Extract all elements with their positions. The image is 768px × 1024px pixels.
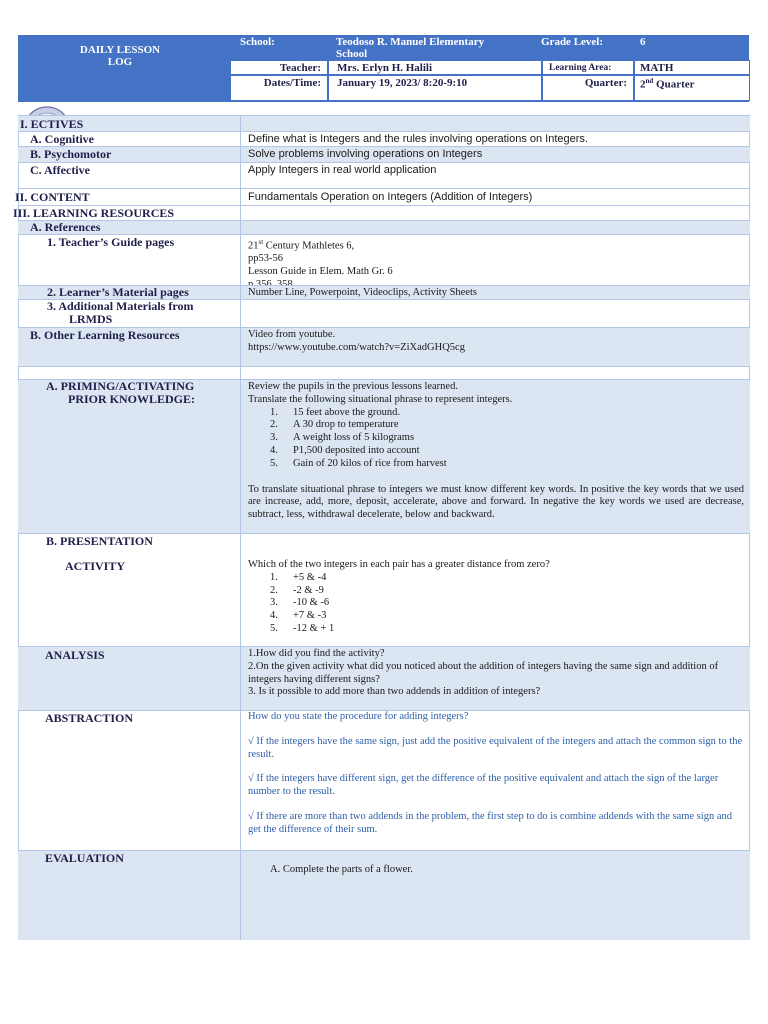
presentation-row xyxy=(18,533,750,646)
priming-content: Review the pupils in the previous lessons learned. Translate the following situational phrase to represent integers. 1. 15 feet above the ground. 2. A 30 drop to temperature 3. A weight loss of 5 kilograms 4. P1,500 deposited into account 5. Gain of 20 kilos of rice from harvest To translate situational phrase to integers we must know different key words. In positive the key words that we used are increase, add, more, deposit, accelerate, above and forward. In negative the key words we used are decrease, subtract, less, withdrawal decelerate, below and backward. xyxy=(248,381,744,521)
additional-materials-row xyxy=(18,299,750,327)
list-item: 3. A weight loss of 5 kilograms xyxy=(270,432,415,444)
priming-row xyxy=(18,379,750,533)
cognitive-label: A. Cognitive xyxy=(30,132,94,146)
evaluation-item: A. Complete the parts of a flower. xyxy=(270,864,413,875)
teacher-value: Mrs. Erlyn H. Halili xyxy=(337,62,433,74)
page-title: DAILY LESSON LOG xyxy=(79,44,161,68)
teacher-value-cell xyxy=(328,60,542,75)
references-row xyxy=(18,220,750,234)
school-value: Teodoso R. Manuel Elementary School xyxy=(336,36,485,60)
references-label: A. References xyxy=(30,220,101,234)
cognitive-value: Define what is Integers and the rules involving operations on Integers. xyxy=(248,133,588,145)
learning-resources-row xyxy=(13,205,750,220)
presentation-content: Which of the two integers in each pair has a greater distance from zero? 1. +5 & -4 2. -2 & -9 3. -10 & -6 4. +7 & -3 5. -12 & + 1 xyxy=(248,559,744,636)
dates-label: Dates/Time: xyxy=(263,77,321,89)
quarter-label: Quarter: xyxy=(584,77,627,89)
activity-label: ACTIVITY xyxy=(65,559,126,573)
learning-area-value: MATH xyxy=(640,62,674,74)
list-item: 2. A 30 drop to temperature xyxy=(270,419,399,431)
teacher-label: Teacher: xyxy=(279,62,321,74)
dates-value-cell xyxy=(328,75,542,101)
learners-material-row xyxy=(18,285,750,299)
other-resources-label: B. Other Learning Resources xyxy=(30,328,180,342)
list-item: 4. +7 & -3 xyxy=(270,610,327,622)
presentation-list xyxy=(248,572,744,636)
affective-value: Apply Integers in real world application xyxy=(248,164,437,176)
analysis-row xyxy=(18,646,750,710)
psychomotor-value: Solve problems involving operations on Integers xyxy=(248,148,483,160)
abstraction-row xyxy=(18,710,750,850)
other-resources-value: Video from youtube. https://www.youtube.com/watch?v=ZiXadGHQ5cg xyxy=(248,329,465,353)
teachers-guide-label: 1. Teacher’s Guide pages xyxy=(47,235,175,249)
learning-area-label-cell xyxy=(542,60,634,75)
learning-area-label: Learning Area: xyxy=(549,63,612,73)
list-item: 4. P1,500 deposited into account xyxy=(270,444,420,456)
list-item: 3. -10 & -6 xyxy=(270,597,330,609)
dates-label-cell xyxy=(230,75,328,101)
quarter-value: 2nd Quarter xyxy=(640,77,695,91)
teachers-guide-value: 21st Century Mathletes 6, pp53-56 Lesson Guide in Elem. Math Gr. 6 xyxy=(248,238,393,278)
content-row xyxy=(15,188,750,205)
analysis-content: 1.How did you find the activity? 2.On the given activity what did you noticed about the addition of integers having the same sign and addition of integers having different signs? 3. Is it possible to add more than two addends in addition of integers? xyxy=(248,648,719,698)
other-resources-row xyxy=(18,327,750,366)
grade-level-value: 6 xyxy=(640,36,646,48)
learning-resources-heading: III. LEARNING RESOURCES xyxy=(13,206,175,220)
evaluation-row xyxy=(18,850,750,940)
content-value: Fundamentals Operation on Integers (Addition of Integers) xyxy=(248,191,533,203)
list-item: 1. 15 feet above the ground. xyxy=(270,406,401,418)
learning-area-value-cell xyxy=(634,60,750,75)
affective-label: C. Affective xyxy=(30,163,90,177)
objectives-heading: I. ECTIVES xyxy=(20,117,84,131)
list-item: 2. -2 & -9 xyxy=(270,584,324,596)
teachers-guide-row xyxy=(18,234,750,285)
analysis-label: ANALYSIS xyxy=(45,648,105,662)
presentation-label: B. PRESENTATION xyxy=(46,534,153,548)
abstraction-content: How do you state the procedure for adding integers? √ If the integers have the same sign, just add the positive equivalent of the integers and attach the common sign to the result. √ If the integers have different sign, get the difference of the positive equivalent and attach the sign of the larger number to the result. √ If there are more than two addends in the problem, the first step to do is combine addends with the same sign and get the difference of their sum. xyxy=(248,711,743,835)
list-item: 1. +5 & -4 xyxy=(270,571,327,583)
priming-paragraph: To translate situational phrase to integers we must know different key words. In positive the key words that we used are increase, add, more, deposit, accelerate, above and forward. In negative the key words we used are decrease, subtract, less, withdrawal decelerate, below and backward. xyxy=(248,483,744,521)
quarter-value-cell xyxy=(634,75,750,101)
learners-material-label: 2. Learner’s Material pages xyxy=(47,285,189,299)
learners-material-value: Number Line, Powerpoint, Videoclips, Activity Sheets xyxy=(248,287,477,298)
school-label: School: xyxy=(240,36,275,48)
content-heading: II. CONTENT xyxy=(15,190,90,204)
objectives-row xyxy=(18,115,750,131)
quarter-label-cell xyxy=(542,75,634,101)
psychomotor-row xyxy=(18,146,750,162)
cognitive-row xyxy=(18,131,750,146)
additional-materials-label: 3. Additional Materials from LRMDS xyxy=(47,299,194,326)
grade-level-label: Grade Level: xyxy=(541,36,604,48)
priming-label: A. PRIMING/ACTIVATING PRIOR KNOWLEDGE: xyxy=(46,379,196,406)
dates-value: January 19, 2023/ 8:20-9:10 xyxy=(337,77,468,89)
abstraction-label: ABSTRACTION xyxy=(45,711,134,725)
list-item: 5. -12 & + 1 xyxy=(270,622,335,634)
list-item: 5. Gain of 20 kilos of rice from harvest xyxy=(270,457,447,469)
psychomotor-label: B. Psychomotor xyxy=(30,147,112,161)
spacer-row xyxy=(18,366,750,379)
teacher-label-cell xyxy=(230,60,328,75)
affective-row xyxy=(18,162,750,188)
priming-list xyxy=(248,407,744,471)
evaluation-label: EVALUATION xyxy=(45,851,124,865)
